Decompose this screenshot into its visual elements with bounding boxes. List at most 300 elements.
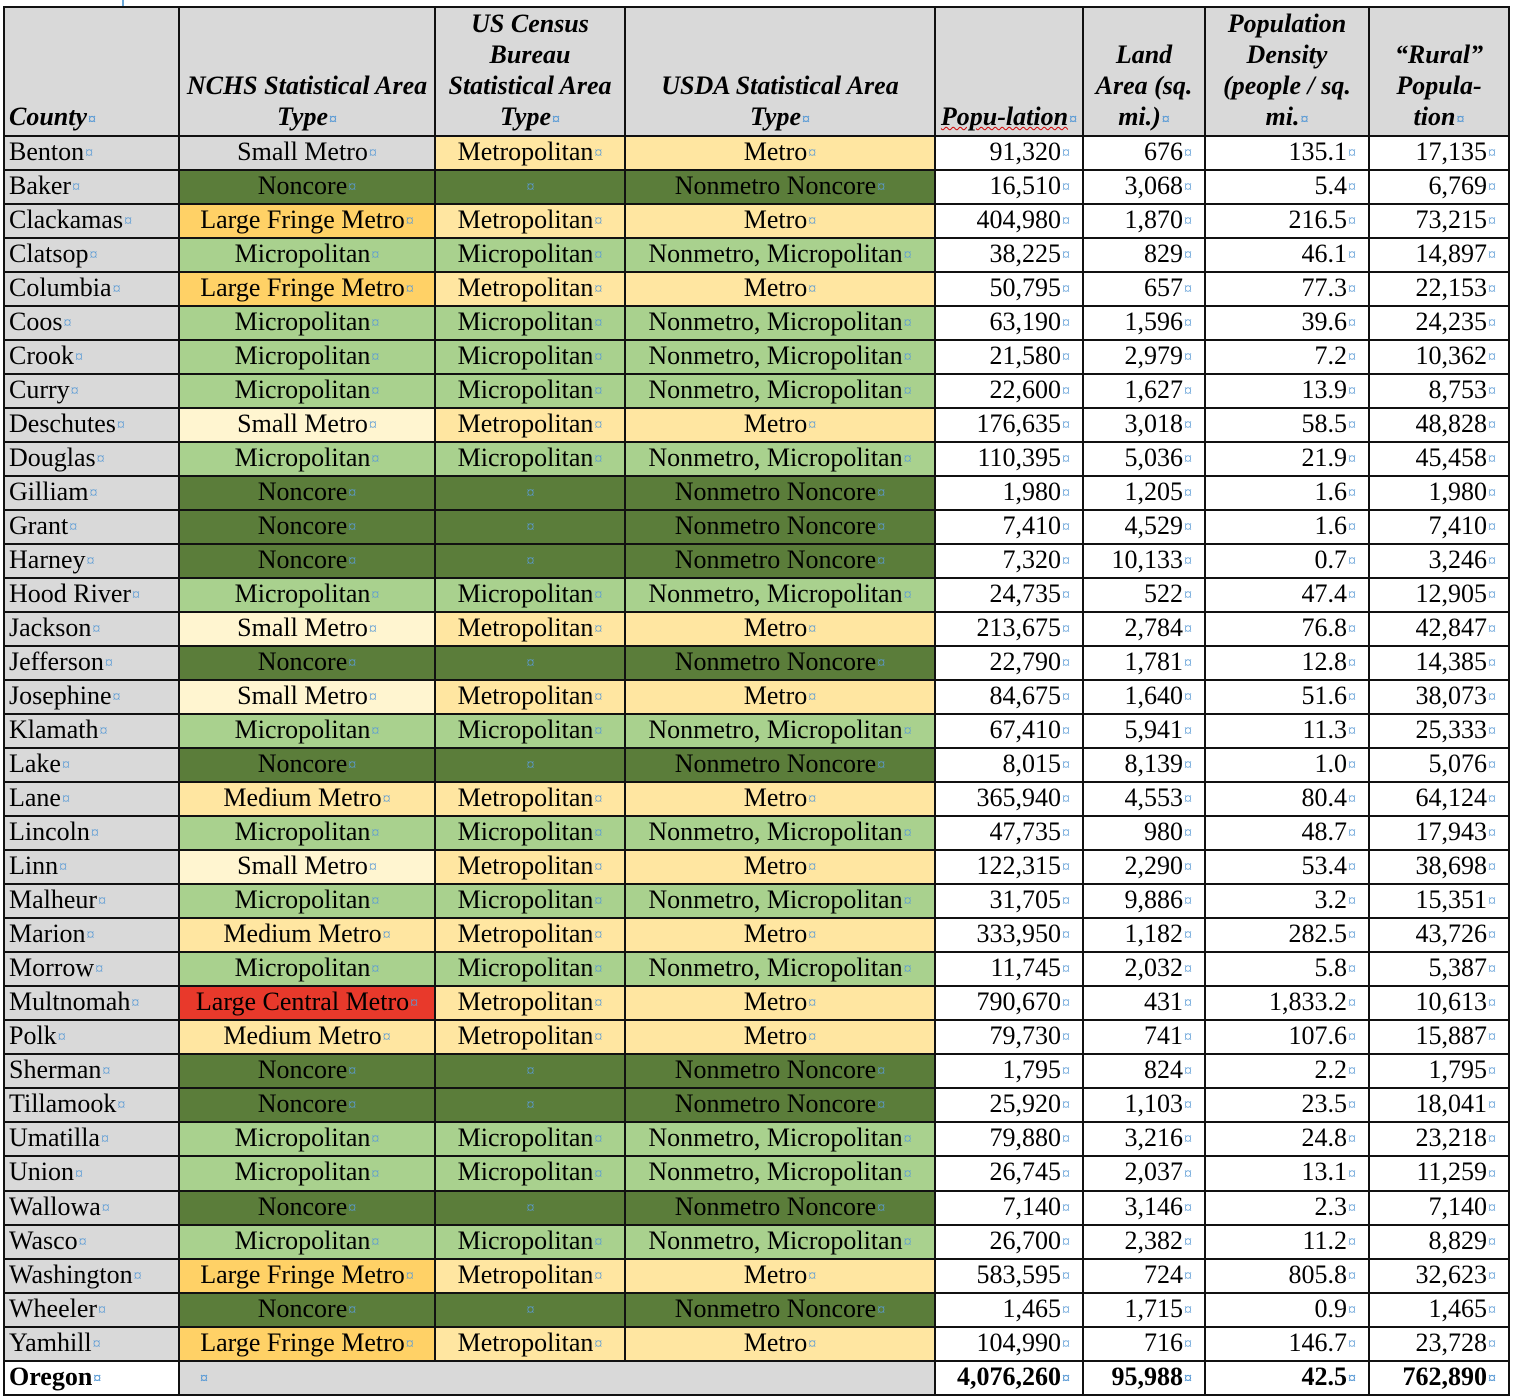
census-cell-text: Micropolitan bbox=[457, 817, 594, 847]
county-cell-text: Yamhill bbox=[9, 1327, 92, 1357]
population-cell: 63,190¤ bbox=[935, 306, 1083, 340]
nchs-cell-text: Small Metro bbox=[237, 612, 368, 642]
census-cell: Metropolitan¤ bbox=[435, 408, 625, 442]
population-cell-text: 79,730 bbox=[989, 1021, 1061, 1051]
density-cell: 13.9¤ bbox=[1205, 374, 1369, 408]
usda-cell: Nonmetro Noncore¤ bbox=[625, 1088, 935, 1122]
population-cell: 110,395¤ bbox=[935, 442, 1083, 476]
rural-cell-text: 10,613 bbox=[1415, 987, 1487, 1017]
census-cell-text: Micropolitan bbox=[457, 442, 594, 472]
nchs-cell-text: Micropolitan bbox=[234, 340, 371, 370]
usda-cell-text: Nonmetro Noncore bbox=[674, 1089, 877, 1119]
nchs-cell: Small Metro¤ bbox=[179, 408, 435, 442]
land-area-cell: 1,182¤ bbox=[1083, 918, 1205, 952]
land-area-cell: 657¤ bbox=[1083, 272, 1205, 306]
land-area-cell-text: 3,018 bbox=[1124, 408, 1183, 438]
density-cell: 48.7¤ bbox=[1205, 816, 1369, 850]
nchs-cell-text: Micropolitan bbox=[234, 442, 371, 472]
census-cell: Micropolitan¤ bbox=[435, 442, 625, 476]
density-cell: 47.4¤ bbox=[1205, 578, 1369, 612]
density-cell-text: 47.4 bbox=[1301, 578, 1347, 608]
county-cell-text: Wasco bbox=[9, 1225, 78, 1255]
population-cell-text: 104,990 bbox=[976, 1327, 1061, 1357]
nchs-cell: Small Metro¤ bbox=[179, 680, 435, 714]
census-cell: ¤ bbox=[435, 544, 625, 578]
density-cell: 146.7¤ bbox=[1205, 1327, 1369, 1361]
density-cell-text: 12.8 bbox=[1301, 647, 1347, 676]
land-area-cell: 716¤ bbox=[1083, 1327, 1205, 1361]
nchs-cell-text: Micropolitan bbox=[234, 578, 371, 608]
table-row bbox=[4, 1293, 1509, 1327]
usda-cell-text: Nonmetro Noncore bbox=[674, 749, 877, 779]
density-cell-text: 107.6 bbox=[1288, 1021, 1347, 1051]
county-cell-text: Benton bbox=[9, 136, 85, 166]
table-row bbox=[4, 1088, 1509, 1122]
county-cell-text: Wallowa bbox=[9, 1191, 101, 1221]
rural-cell: 24,235¤ bbox=[1369, 306, 1509, 340]
census-cell-text: Micropolitan bbox=[457, 578, 594, 608]
usda-cell: Nonmetro Noncore¤ bbox=[625, 544, 935, 578]
population-cell: 1,795¤ bbox=[935, 1054, 1083, 1088]
census-cell: Metropolitan¤ bbox=[435, 136, 625, 170]
table-row bbox=[4, 238, 1509, 272]
population-cell-text: 176,635 bbox=[976, 408, 1061, 438]
census-cell: Metropolitan¤ bbox=[435, 782, 625, 816]
nchs-cell: Noncore¤ bbox=[179, 544, 435, 578]
land-area-cell-text: 1,715 bbox=[1124, 1293, 1183, 1323]
rural-cell: 23,728¤ bbox=[1369, 1327, 1509, 1361]
county-cell-text: Clackamas bbox=[9, 204, 124, 234]
land-area-cell: 8,139¤ bbox=[1083, 748, 1205, 782]
density-cell: 282.5¤ bbox=[1205, 918, 1369, 952]
county-cell-text: Josephine bbox=[9, 681, 112, 711]
rural-cell: 12,905¤ bbox=[1369, 578, 1509, 612]
population-cell: 38,225¤ bbox=[935, 238, 1083, 272]
rural-cell: 15,351¤ bbox=[1369, 884, 1509, 918]
land-area-cell-text: 8,139 bbox=[1124, 749, 1183, 779]
census-cell: Metropolitan¤ bbox=[435, 612, 625, 646]
rural-cell: 1,795¤ bbox=[1369, 1054, 1509, 1088]
table-row bbox=[4, 1122, 1509, 1156]
density-cell-text: 135.1 bbox=[1288, 136, 1347, 166]
county-cell: Wheeler¤ bbox=[4, 1293, 179, 1327]
population-cell-text: 24,735 bbox=[989, 578, 1061, 608]
rural-cell: 23,218¤ bbox=[1369, 1122, 1509, 1156]
census-cell: Micropolitan¤ bbox=[435, 238, 625, 272]
population-cell-text: 26,745 bbox=[989, 1157, 1061, 1187]
rural-cell-text: 3,246 bbox=[1428, 544, 1487, 574]
population-cell: 213,675¤ bbox=[935, 612, 1083, 646]
table-row bbox=[4, 136, 1509, 170]
rural-cell: 14,897¤ bbox=[1369, 238, 1509, 272]
population-cell-text: 7,320 bbox=[1002, 544, 1061, 574]
usda-cell-text: Metro bbox=[743, 783, 808, 813]
usda-cell-text: Metro bbox=[743, 272, 808, 302]
density-cell-text: 51.6 bbox=[1301, 681, 1347, 711]
rural-cell-text: 15,351 bbox=[1415, 885, 1487, 915]
population-cell: 24,735¤ bbox=[935, 578, 1083, 612]
land-area-cell: 522¤ bbox=[1083, 578, 1205, 612]
census-cell: ¤ bbox=[435, 1088, 625, 1122]
density-cell: 1.0¤ bbox=[1205, 748, 1369, 782]
density-cell: 51.6¤ bbox=[1205, 680, 1369, 714]
density-cell-text: 58.5 bbox=[1301, 408, 1347, 438]
usda-cell: Metro¤ bbox=[625, 918, 935, 952]
density-cell-text: 5.8 bbox=[1314, 953, 1347, 983]
density-cell-text: 1.6 bbox=[1314, 476, 1347, 506]
population-cell-text: 26,700 bbox=[989, 1225, 1061, 1255]
usda-cell-text: Nonmetro, Micropolitan bbox=[648, 1225, 903, 1255]
population-cell-text: 333,950 bbox=[976, 919, 1061, 949]
population-cell: 176,635¤ bbox=[935, 408, 1083, 442]
rural-cell-text: 18,041 bbox=[1415, 1089, 1487, 1119]
density-cell: 2.2¤ bbox=[1205, 1054, 1369, 1088]
nchs-cell-text: Small Metro bbox=[237, 136, 368, 166]
total-land-area: 95,988¤ bbox=[1083, 1361, 1205, 1395]
county-cell-text: Washington bbox=[9, 1259, 133, 1289]
census-cell: Micropolitan¤ bbox=[435, 1122, 625, 1156]
rural-cell: 17,943¤ bbox=[1369, 816, 1509, 850]
rural-cell: 48,828¤ bbox=[1369, 408, 1509, 442]
population-cell: 22,790¤ bbox=[935, 646, 1083, 680]
census-cell: Micropolitan¤ bbox=[435, 884, 625, 918]
usda-cell: Metro¤ bbox=[625, 986, 935, 1020]
usda-cell-text: Metro bbox=[743, 136, 808, 166]
density-cell-text: 0.9 bbox=[1314, 1293, 1347, 1323]
land-area-cell: 9,886¤ bbox=[1083, 884, 1205, 918]
usda-cell: Metro¤ bbox=[625, 782, 935, 816]
land-area-cell-text: 2,784 bbox=[1124, 612, 1183, 642]
rural-cell-text: 73,215 bbox=[1415, 204, 1487, 234]
total-county: Oregon¤ bbox=[4, 1361, 179, 1395]
usda-cell: Metro¤ bbox=[625, 850, 935, 884]
population-cell: 84,675¤ bbox=[935, 680, 1083, 714]
county-cell: Crook¤ bbox=[4, 340, 179, 374]
land-area-cell-text: 2,037 bbox=[1124, 1157, 1183, 1187]
population-cell: 333,950¤ bbox=[935, 918, 1083, 952]
density-cell-text: 1,833.2 bbox=[1269, 987, 1347, 1017]
usda-cell: Nonmetro, Micropolitan¤ bbox=[625, 884, 935, 918]
rural-cell-text: 43,726 bbox=[1415, 919, 1487, 949]
rural-cell: 15,887¤ bbox=[1369, 1020, 1509, 1054]
table-row bbox=[4, 748, 1509, 782]
census-cell-text: Metropolitan bbox=[457, 783, 594, 813]
county-cell-text: Baker bbox=[9, 170, 72, 200]
census-cell-text: Metropolitan bbox=[457, 136, 594, 166]
table-row bbox=[4, 646, 1509, 680]
rural-cell: 45,458¤ bbox=[1369, 442, 1509, 476]
header-nchs: NCHS Statistical Area Type¤ bbox=[179, 7, 435, 136]
rural-cell-text: 15,887 bbox=[1415, 1021, 1487, 1051]
nchs-cell: Micropolitan¤ bbox=[179, 1156, 435, 1190]
population-cell: 7,410¤ bbox=[935, 510, 1083, 544]
county-cell-text: Grant bbox=[9, 510, 69, 540]
county-cell-text: Tillamook bbox=[9, 1089, 117, 1119]
population-cell: 1,980¤ bbox=[935, 476, 1083, 510]
county-cell: Linn¤ bbox=[4, 850, 179, 884]
usda-cell: Nonmetro, Micropolitan¤ bbox=[625, 1156, 935, 1190]
population-cell: 583,595¤ bbox=[935, 1259, 1083, 1293]
nchs-cell-text: Medium Metro bbox=[223, 1021, 382, 1051]
nchs-cell-text: Micropolitan bbox=[234, 817, 371, 847]
usda-cell-text: Nonmetro, Micropolitan bbox=[648, 442, 903, 472]
county-cell: Morrow¤ bbox=[4, 952, 179, 986]
nchs-cell-text: Noncore bbox=[257, 749, 348, 779]
county-cell: Marion¤ bbox=[4, 918, 179, 952]
population-cell: 47,735¤ bbox=[935, 816, 1083, 850]
density-cell-text: 76.8 bbox=[1301, 612, 1347, 642]
nchs-cell-text: Small Metro bbox=[237, 408, 368, 438]
total-rural: 762,890¤ bbox=[1369, 1361, 1509, 1395]
nchs-cell: Noncore¤ bbox=[179, 748, 435, 782]
census-cell-text: Metropolitan bbox=[457, 408, 594, 438]
table-row bbox=[4, 1259, 1509, 1293]
usda-cell-text: Metro bbox=[743, 204, 808, 234]
nchs-cell-text: Noncore bbox=[257, 647, 348, 676]
table-row bbox=[4, 1191, 1509, 1225]
land-area-cell-text: 824 bbox=[1144, 1055, 1183, 1085]
census-cell: ¤ bbox=[435, 1293, 625, 1327]
county-cell: Wallowa¤ bbox=[4, 1191, 179, 1225]
census-cell-text: Micropolitan bbox=[457, 374, 594, 404]
census-cell: ¤ bbox=[435, 1054, 625, 1088]
usda-cell: Nonmetro Noncore¤ bbox=[625, 1293, 935, 1327]
usda-cell-text: Nonmetro Noncore bbox=[674, 510, 877, 540]
census-cell-text: Micropolitan bbox=[457, 306, 594, 336]
county-cell-text: Curry bbox=[9, 374, 70, 404]
census-cell: Metropolitan¤ bbox=[435, 272, 625, 306]
population-cell-text: 583,595 bbox=[976, 1259, 1061, 1289]
county-cell: Malheur¤ bbox=[4, 884, 179, 918]
nchs-cell-text: Micropolitan bbox=[234, 885, 371, 915]
density-cell-text: 3.2 bbox=[1314, 885, 1347, 915]
nchs-cell: Large Central Metro¤ bbox=[179, 986, 435, 1020]
usda-cell: Nonmetro Noncore¤ bbox=[625, 476, 935, 510]
rural-cell: 8,753¤ bbox=[1369, 374, 1509, 408]
population-cell-text: 91,320 bbox=[989, 136, 1061, 166]
usda-cell-text: Metro bbox=[743, 1259, 808, 1289]
census-cell-text: Micropolitan bbox=[457, 340, 594, 370]
rural-cell: 3,246¤ bbox=[1369, 544, 1509, 578]
density-cell-text: 2.3 bbox=[1314, 1191, 1347, 1221]
usda-cell: Nonmetro Noncore¤ bbox=[625, 1054, 935, 1088]
county-cell: Coos¤ bbox=[4, 306, 179, 340]
nchs-cell: Noncore¤ bbox=[179, 1191, 435, 1225]
land-area-cell-text: 4,553 bbox=[1124, 783, 1183, 813]
census-cell: Micropolitan¤ bbox=[435, 714, 625, 748]
land-area-cell: 10,133¤ bbox=[1083, 544, 1205, 578]
usda-cell: Nonmetro, Micropolitan¤ bbox=[625, 442, 935, 476]
population-cell-text: 79,880 bbox=[989, 1123, 1061, 1153]
density-cell-text: 23.5 bbox=[1301, 1089, 1347, 1119]
density-cell: 0.9¤ bbox=[1205, 1293, 1369, 1327]
rural-cell: 1,465¤ bbox=[1369, 1293, 1509, 1327]
rural-cell: 7,140¤ bbox=[1369, 1191, 1509, 1225]
land-area-cell-text: 9,886 bbox=[1124, 885, 1183, 915]
nchs-cell: Micropolitan¤ bbox=[179, 238, 435, 272]
table-row bbox=[4, 986, 1509, 1020]
nchs-cell: Small Metro¤ bbox=[179, 136, 435, 170]
table-row bbox=[4, 918, 1509, 952]
usda-cell-text: Nonmetro Noncore bbox=[674, 170, 877, 200]
nchs-cell: Micropolitan¤ bbox=[179, 816, 435, 850]
county-cell: Jackson¤ bbox=[4, 612, 179, 646]
density-cell: 1.6¤ bbox=[1205, 476, 1369, 510]
nchs-cell-text: Large Fringe Metro bbox=[200, 1259, 405, 1289]
density-cell: 53.4¤ bbox=[1205, 850, 1369, 884]
density-cell-text: 53.4 bbox=[1301, 851, 1347, 881]
table-row bbox=[4, 272, 1509, 306]
nchs-cell: Noncore¤ bbox=[179, 1054, 435, 1088]
usda-cell: Nonmetro Noncore¤ bbox=[625, 646, 935, 680]
nchs-cell: Micropolitan¤ bbox=[179, 1122, 435, 1156]
rural-cell-text: 10,362 bbox=[1415, 340, 1487, 370]
usda-cell: Nonmetro, Micropolitan¤ bbox=[625, 952, 935, 986]
county-cell: Klamath¤ bbox=[4, 714, 179, 748]
density-cell: 77.3¤ bbox=[1205, 272, 1369, 306]
county-cell: Washington¤ bbox=[4, 1259, 179, 1293]
density-cell: 1,833.2¤ bbox=[1205, 986, 1369, 1020]
census-cell-text: Micropolitan bbox=[457, 238, 594, 268]
population-cell-text: 31,705 bbox=[989, 885, 1061, 915]
density-cell: 135.1¤ bbox=[1205, 136, 1369, 170]
usda-cell-text: Nonmetro, Micropolitan bbox=[648, 374, 903, 404]
population-cell-text: 22,790 bbox=[989, 647, 1061, 676]
rural-cell-text: 42,847 bbox=[1415, 612, 1487, 642]
rural-cell: 32,623¤ bbox=[1369, 1259, 1509, 1293]
rural-cell-text: 7,410 bbox=[1428, 510, 1487, 540]
rural-cell: 10,362¤ bbox=[1369, 340, 1509, 374]
county-cell: Grant¤ bbox=[4, 510, 179, 544]
census-cell: Metropolitan¤ bbox=[435, 204, 625, 238]
density-cell: 11.3¤ bbox=[1205, 714, 1369, 748]
land-area-cell: 1,627¤ bbox=[1083, 374, 1205, 408]
county-cell-text: Wheeler bbox=[9, 1293, 98, 1323]
population-cell-text: 22,600 bbox=[989, 374, 1061, 404]
nchs-cell: Micropolitan¤ bbox=[179, 952, 435, 986]
population-cell: 404,980¤ bbox=[935, 204, 1083, 238]
usda-cell: Metro¤ bbox=[625, 680, 935, 714]
nchs-cell: Large Fringe Metro¤ bbox=[179, 204, 435, 238]
nchs-cell-text: Micropolitan bbox=[234, 238, 371, 268]
table-row bbox=[4, 340, 1509, 374]
nchs-cell-text: Micropolitan bbox=[234, 1225, 371, 1255]
county-cell-text: Marion bbox=[9, 919, 86, 949]
rural-cell-text: 22,153 bbox=[1415, 272, 1487, 302]
county-cell: Sherman¤ bbox=[4, 1054, 179, 1088]
population-cell: 79,730¤ bbox=[935, 1020, 1083, 1054]
land-area-cell: 1,103¤ bbox=[1083, 1088, 1205, 1122]
census-cell-text: Metropolitan bbox=[457, 681, 594, 711]
census-cell: Micropolitan¤ bbox=[435, 816, 625, 850]
census-cell-text: Metropolitan bbox=[457, 987, 594, 1017]
land-area-cell-text: 980 bbox=[1144, 817, 1183, 847]
census-cell: Micropolitan¤ bbox=[435, 578, 625, 612]
density-cell-text: 21.9 bbox=[1301, 442, 1347, 472]
county-cell-text: Crook bbox=[9, 340, 74, 370]
total-population: 4,076,260¤ bbox=[935, 1361, 1083, 1395]
census-cell-text: Micropolitan bbox=[457, 1123, 594, 1153]
population-cell: 8,015¤ bbox=[935, 748, 1083, 782]
nchs-cell-text: Noncore bbox=[257, 1293, 348, 1323]
usda-cell-text: Nonmetro, Micropolitan bbox=[648, 340, 903, 370]
land-area-cell-text: 1,596 bbox=[1124, 306, 1183, 336]
population-cell-text: 84,675 bbox=[989, 681, 1061, 711]
land-area-cell: 2,290¤ bbox=[1083, 850, 1205, 884]
density-cell: 80.4¤ bbox=[1205, 782, 1369, 816]
nchs-cell-text: Small Metro bbox=[237, 851, 368, 881]
density-cell: 24.8¤ bbox=[1205, 1122, 1369, 1156]
census-cell: ¤ bbox=[435, 476, 625, 510]
county-cell-text: Multnomah bbox=[9, 987, 131, 1017]
nchs-cell: Noncore¤ bbox=[179, 510, 435, 544]
density-cell-text: 2.2 bbox=[1314, 1055, 1347, 1085]
total-blank: ¤ bbox=[179, 1361, 935, 1395]
density-cell-text: 0.7 bbox=[1314, 544, 1347, 574]
rural-cell: 18,041¤ bbox=[1369, 1088, 1509, 1122]
density-cell: 107.6¤ bbox=[1205, 1020, 1369, 1054]
census-cell: ¤ bbox=[435, 1191, 625, 1225]
table-row bbox=[4, 850, 1509, 884]
land-area-cell-text: 829 bbox=[1144, 238, 1183, 268]
nchs-cell: Noncore¤ bbox=[179, 646, 435, 680]
usda-cell: Nonmetro, Micropolitan¤ bbox=[625, 1122, 935, 1156]
population-cell: 79,880¤ bbox=[935, 1122, 1083, 1156]
land-area-cell: 2,979¤ bbox=[1083, 340, 1205, 374]
land-area-cell-text: 431 bbox=[1144, 987, 1183, 1017]
census-cell-text: Micropolitan bbox=[457, 715, 594, 745]
census-cell: Micropolitan¤ bbox=[435, 374, 625, 408]
county-cell: Jefferson¤ bbox=[4, 646, 179, 680]
population-cell-text: 16,510 bbox=[989, 170, 1061, 200]
nchs-cell: Large Fringe Metro¤ bbox=[179, 1259, 435, 1293]
usda-cell-text: Nonmetro, Micropolitan bbox=[648, 1123, 903, 1153]
rural-cell-text: 8,753 bbox=[1428, 374, 1487, 404]
usda-cell: Nonmetro Noncore¤ bbox=[625, 170, 935, 204]
rural-cell-text: 5,076 bbox=[1428, 749, 1487, 779]
nchs-cell-text: Micropolitan bbox=[234, 953, 371, 983]
rural-cell-text: 38,073 bbox=[1415, 681, 1487, 711]
census-cell: Micropolitan¤ bbox=[435, 340, 625, 374]
usda-cell: Nonmetro, Micropolitan¤ bbox=[625, 1225, 935, 1259]
land-area-cell-text: 10,133 bbox=[1111, 544, 1183, 574]
rural-cell: 5,076¤ bbox=[1369, 748, 1509, 782]
county-cell-text: Hood River bbox=[9, 578, 132, 608]
land-area-cell-text: 5,036 bbox=[1124, 442, 1183, 472]
land-area-cell-text: 522 bbox=[1144, 578, 1183, 608]
density-cell: 0.7¤ bbox=[1205, 544, 1369, 578]
usda-cell: Nonmetro, Micropolitan¤ bbox=[625, 306, 935, 340]
county-cell-text: Lane bbox=[9, 783, 61, 813]
population-cell-text: 365,940 bbox=[976, 783, 1061, 813]
census-cell: Metropolitan¤ bbox=[435, 1259, 625, 1293]
rural-cell-text: 17,943 bbox=[1415, 817, 1487, 847]
land-area-cell-text: 3,146 bbox=[1124, 1191, 1183, 1221]
land-area-cell: 3,068¤ bbox=[1083, 170, 1205, 204]
land-area-cell-text: 1,182 bbox=[1124, 919, 1183, 949]
table-row bbox=[4, 1327, 1509, 1361]
usda-cell: Nonmetro, Micropolitan¤ bbox=[625, 578, 935, 612]
county-cell-text: Lake bbox=[9, 749, 61, 779]
nchs-cell-text: Noncore bbox=[257, 1055, 348, 1085]
county-cell: Union¤ bbox=[4, 1156, 179, 1190]
table-row bbox=[4, 884, 1509, 918]
density-cell-text: 11.3 bbox=[1302, 715, 1347, 745]
land-area-cell-text: 4,529 bbox=[1124, 510, 1183, 540]
county-cell: Columbia¤ bbox=[4, 272, 179, 306]
land-area-cell: 3,216¤ bbox=[1083, 1122, 1205, 1156]
land-area-cell-text: 1,870 bbox=[1124, 204, 1183, 234]
